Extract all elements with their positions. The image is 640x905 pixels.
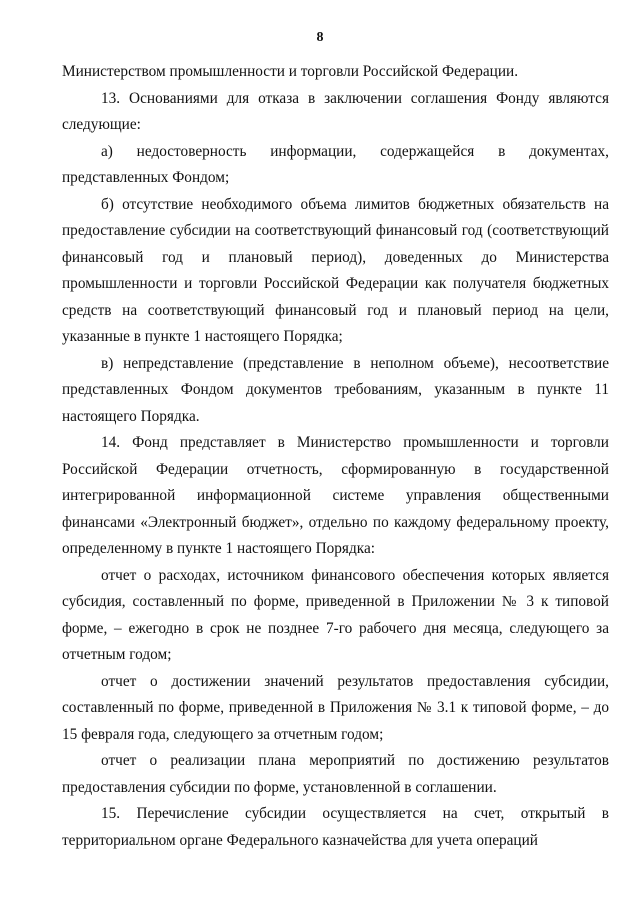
paragraph-report-expenses: отчет о расходах, источником финансового обеспечения которых является субсидия, составленный по форме, приведенной в Приложении № 3 к типовой форме, – ежегодно в срок не позднее 7-го рабочего дня месяца, следующего за отчетным годом;	[62, 566, 609, 663]
paragraph-report-results: отчет о достижении значений результатов предоставления субсидии, составленный по форме, приведенной в Приложения № 3.1 к типовой форме, – до 15 февраля года, следующего за отчетным годом;	[62, 672, 609, 743]
paragraph-item-15: 15. Перечисление субсидии осуществляется на счет, открытый в территориальном органе Федерального казначейства для учета операций	[62, 805, 609, 849]
paragraph-subitem-v: в) непредставление (представление в неполном объеме), несоответствие представленных Фондом документов требованиям, указанным в пункте 11 настоящего Порядка.	[62, 354, 609, 425]
paragraph-subitem-a: а) недостоверность информации, содержащейся в документах, представленных Фондом;	[62, 142, 609, 186]
paragraph-item-14: 14. Фонд представляет в Министерство промышленности и торговли Российской Федерации отчетность, сформированную в государственной интегрированной информационной системе управления общественными финансами «Электронный бюджет», отдельно по каждому федеральному проекту, определенному в пункте 1 настоящего Порядка:	[62, 434, 609, 557]
paragraph-item-13: 13. Основаниями для отказа в заключении соглашения Фонду являются следующие:	[62, 89, 609, 133]
document-body	[62, 59, 609, 854]
page-number: 8	[316, 30, 324, 45]
paragraph-continuation: Министерством промышленности и торговли Российской Федерации.	[62, 63, 519, 80]
paragraph-subitem-b: б) отсутствие необходимого объема лимитов бюджетных обязательств на предоставление субсидии на соответствующий финансовый год (соответствующий финансовый год и плановый период), доведенных до Министерства промышленности и торговли Российской Федерации как получателя бюджетных средств на соответствующий финансовый год и плановый период на цели, указанные в пункте 1 настоящего Порядка;	[62, 195, 609, 345]
paragraph-report-plan: отчет о реализации плана мероприятий по достижению результатов предоставления субсидии по форме, установленной в соглашении.	[62, 752, 609, 796]
